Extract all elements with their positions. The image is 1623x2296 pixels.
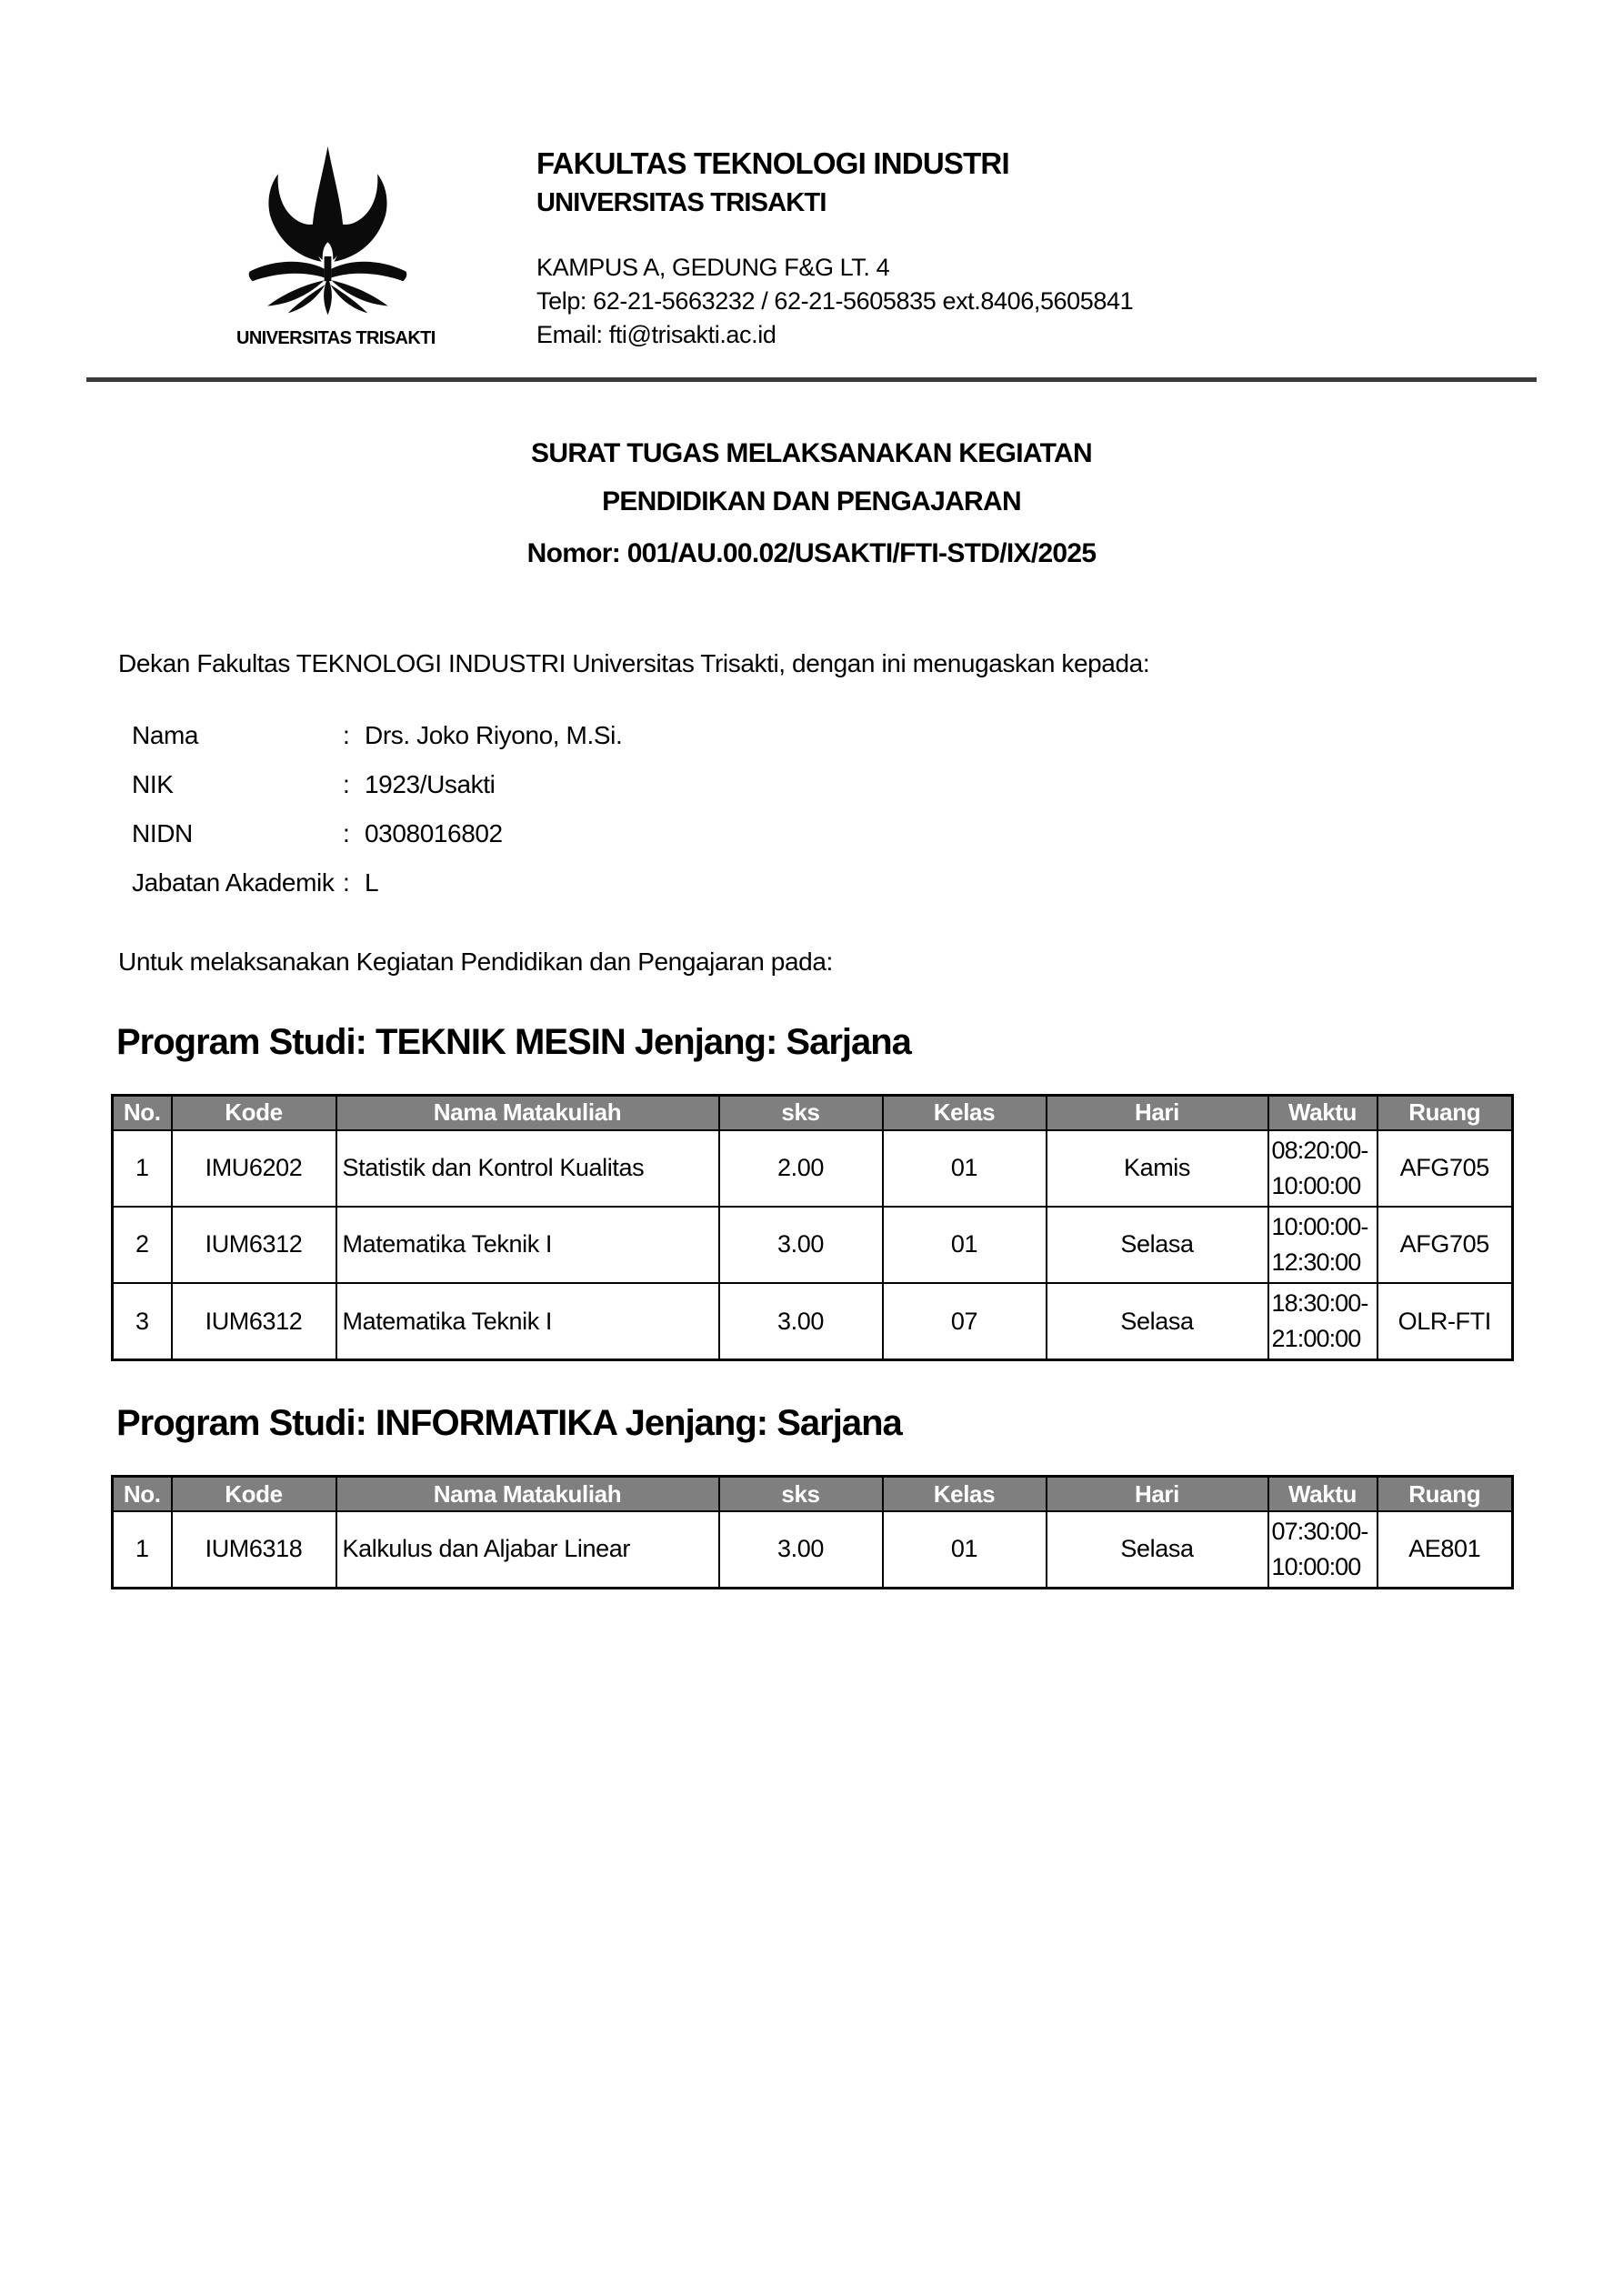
course-row bbox=[113, 1283, 1513, 1360]
column-header-kode: Kode bbox=[172, 1477, 336, 1511]
cell-kode: IUM6318 bbox=[172, 1511, 336, 1589]
cell-hari: Kamis bbox=[1047, 1130, 1268, 1207]
cell-kode: IUM6312 bbox=[172, 1283, 336, 1360]
program-section-teknik-mesin bbox=[86, 1022, 1537, 1361]
column-header-waktu: Waktu bbox=[1268, 1096, 1378, 1130]
column-header-kelas: Kelas bbox=[883, 1477, 1047, 1511]
column-header-no: No. bbox=[113, 1477, 172, 1511]
column-header-kelas: Kelas bbox=[883, 1096, 1047, 1130]
column-header-ruang: Ruang bbox=[1378, 1477, 1513, 1511]
column-header-sks: sks bbox=[719, 1096, 883, 1130]
university-logo bbox=[236, 132, 436, 352]
info-value: L bbox=[365, 868, 379, 897]
cell-nama: Matematika Teknik I bbox=[336, 1207, 719, 1283]
university-name: UNIVERSITAS TRISAKTI bbox=[536, 188, 827, 217]
info-value: 1923/Usakti bbox=[365, 770, 496, 798]
cell-kelas: 01 bbox=[883, 1130, 1047, 1207]
cell-sks: 3.00 bbox=[719, 1283, 883, 1360]
cell-kelas: 07 bbox=[883, 1283, 1047, 1360]
info-colon: : bbox=[343, 868, 350, 897]
column-header-hari: Hari bbox=[1047, 1477, 1268, 1511]
info-value: Drs. Joko Riyono, M.Si. bbox=[365, 721, 623, 749]
table-header-row bbox=[113, 1477, 1513, 1511]
cell-waktu: 07:30:00-10:00:00 bbox=[1268, 1511, 1378, 1589]
letterhead-divider bbox=[86, 377, 1537, 382]
cell-kode: IMU6202 bbox=[172, 1130, 336, 1207]
cell-nama: Matematika Teknik I bbox=[336, 1283, 719, 1360]
info-row-nidn bbox=[132, 809, 1537, 858]
info-label: Jabatan Akademik bbox=[132, 868, 335, 897]
faculty-name: FAKULTAS TEKNOLOGI INDUSTRI bbox=[536, 146, 1009, 180]
contact-block bbox=[536, 251, 1133, 352]
info-colon: : bbox=[343, 721, 350, 749]
cell-sks: 3.00 bbox=[719, 1207, 883, 1283]
cell-no: 3 bbox=[113, 1283, 172, 1360]
course-row bbox=[113, 1207, 1513, 1283]
column-header-no: No. bbox=[113, 1096, 172, 1130]
cell-hari: Selasa bbox=[1047, 1511, 1268, 1589]
cell-nama: Kalkulus dan Aljabar Linear bbox=[336, 1511, 719, 1589]
column-header-kode: Kode bbox=[172, 1096, 336, 1130]
info-row-nama bbox=[132, 711, 1537, 760]
program-heading: Program Studi: INFORMATIKA Jenjang: Sarjana bbox=[116, 1403, 902, 1444]
cell-kode: IUM6312 bbox=[172, 1207, 336, 1283]
info-label: NIDN bbox=[132, 819, 193, 847]
cell-hari: Selasa bbox=[1047, 1283, 1268, 1360]
course-table bbox=[111, 1475, 1514, 1589]
campus-address: KAMPUS A, GEDUNG F&G LT. 4 bbox=[536, 254, 890, 281]
cell-waktu: 10:00:00-12:30:00 bbox=[1268, 1207, 1378, 1283]
column-header-sks: sks bbox=[719, 1477, 883, 1511]
cell-no: 1 bbox=[113, 1511, 172, 1589]
cell-kelas: 01 bbox=[883, 1511, 1047, 1589]
cell-ruang: AFG705 bbox=[1378, 1207, 1513, 1283]
column-header-hari: Hari bbox=[1047, 1096, 1268, 1130]
cell-sks: 3.00 bbox=[719, 1511, 883, 1589]
cell-no: 1 bbox=[113, 1130, 172, 1207]
info-colon: : bbox=[343, 819, 350, 847]
info-row-nik bbox=[132, 760, 1537, 809]
info-label: NIK bbox=[132, 770, 174, 798]
course-row bbox=[113, 1511, 1513, 1589]
intro-paragraph: Dekan Fakultas TEKNOLOGI INDUSTRI Universitas Trisakti, dengan ini menugaskan kepada: bbox=[118, 649, 1150, 677]
info-value: 0308016802 bbox=[365, 819, 503, 847]
cell-sks: 2.00 bbox=[719, 1130, 883, 1207]
course-row bbox=[113, 1130, 1513, 1207]
cell-hari: Selasa bbox=[1047, 1207, 1268, 1283]
cell-waktu: 18:30:00-21:00:00 bbox=[1268, 1283, 1378, 1360]
assignment-paragraph: Untuk melaksanakan Kegiatan Pendidikan dan Pengajaran pada: bbox=[118, 947, 833, 976]
cell-nama: Statistik dan Kontrol Kualitas bbox=[336, 1130, 719, 1207]
logo-caption: UNIVERSITAS TRISAKTI bbox=[236, 328, 436, 348]
cell-no: 2 bbox=[113, 1207, 172, 1283]
letterhead bbox=[86, 132, 1537, 352]
letter-number: Nomor: 001/AU.00.02/USAKTI/FTI-STD/IX/2025 bbox=[526, 538, 1097, 568]
trisakti-trident-logo-icon bbox=[239, 145, 416, 326]
cell-ruang: OLR-FTI bbox=[1378, 1283, 1513, 1360]
info-colon: : bbox=[343, 770, 350, 798]
cell-ruang: AFG705 bbox=[1378, 1130, 1513, 1207]
letter-title bbox=[86, 429, 1537, 569]
column-header-nama: Nama Matakuliah bbox=[336, 1096, 719, 1130]
phone-line: Telp: 62-21-5663232 / 62-21-5605835 ext.8406,5605841 bbox=[536, 287, 1134, 315]
cell-waktu: 08:20:00-10:00:00 bbox=[1268, 1130, 1378, 1207]
title-line-2: PENDIDIKAN DAN PENGAJARAN bbox=[602, 486, 1021, 516]
program-section-informatika bbox=[86, 1403, 1537, 1589]
cell-kelas: 01 bbox=[883, 1207, 1047, 1283]
cell-ruang: AE801 bbox=[1378, 1511, 1513, 1589]
column-header-waktu: Waktu bbox=[1268, 1477, 1378, 1511]
program-heading: Program Studi: TEKNIK MESIN Jenjang: Sarjana bbox=[116, 1022, 911, 1062]
column-header-nama: Nama Matakuliah bbox=[336, 1477, 719, 1511]
info-label: Nama bbox=[132, 721, 199, 749]
table-header-row bbox=[113, 1096, 1513, 1130]
course-table bbox=[111, 1094, 1514, 1361]
column-header-ruang: Ruang bbox=[1378, 1096, 1513, 1130]
email-line: Email: fti@trisakti.ac.id bbox=[536, 321, 776, 348]
title-line-1: SURAT TUGAS MELAKSANAKAN KEGIATAN bbox=[531, 438, 1092, 468]
info-row-jabatan-akademik bbox=[132, 858, 1537, 907]
recipient-info bbox=[132, 711, 1537, 907]
letterhead-text bbox=[536, 132, 1133, 352]
